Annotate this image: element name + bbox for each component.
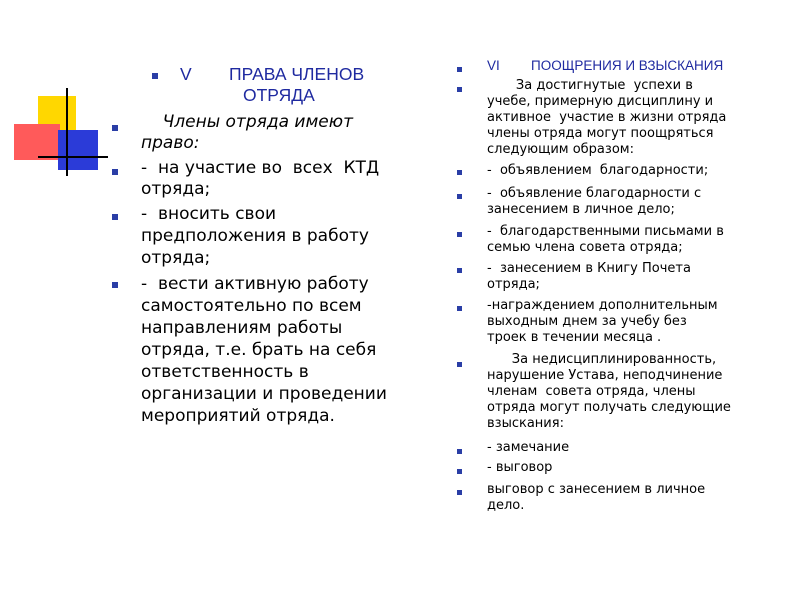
left-list-line: - вести активную работу — [141, 274, 369, 294]
right-paragraph-line: нарушение Устава, неподчинение — [487, 368, 723, 383]
left-list-line: отряда; — [141, 248, 211, 268]
right-list-line: - выговор — [487, 460, 553, 475]
right-paragraph-line: отряда могут получать следующие — [487, 400, 731, 415]
left-list-line: ответственность в — [141, 362, 309, 382]
bullet-icon — [457, 268, 462, 273]
right-paragraph-line: следующим образом: — [487, 142, 634, 157]
left-list-line: отряда; — [141, 179, 211, 199]
right-paragraph-line: членам совета отряда, члены — [487, 384, 696, 399]
right-list-line: - благодарственными письмами в — [487, 224, 724, 239]
left-list-line: мероприятий отряда. — [141, 406, 335, 426]
right-list-line: - замечание — [487, 440, 570, 455]
bullet-icon — [457, 67, 462, 72]
bullet-icon — [152, 73, 158, 79]
right-paragraph-line: активное участие в жизни отряда — [487, 110, 727, 125]
left-list-line: предположения в работу — [141, 226, 369, 246]
bullet-icon — [457, 306, 462, 311]
left-title-line2: ОТРЯДА — [243, 85, 315, 105]
right-list-line: - объявлением благодарности; — [487, 163, 709, 178]
right-list-line: дело. — [487, 498, 525, 513]
right-list-line: выговор с занесением в личное — [487, 482, 706, 497]
bullet-icon — [457, 87, 462, 92]
right-list-line: выходным днем за учебу без — [487, 314, 687, 329]
bullet-icon — [112, 169, 118, 175]
left-intro-line: Члены отряда имеют — [141, 112, 353, 132]
bullet-icon — [457, 449, 462, 454]
right-paragraph-line: За недисциплинированность, — [487, 352, 717, 367]
left-list-line: - на участие во всех КТД — [141, 158, 380, 178]
bullet-icon — [457, 362, 462, 367]
left-list-line: - вносить свои — [141, 204, 277, 224]
right-paragraph-line: члены отряда могут поощряться — [487, 126, 714, 141]
right-title-number: VI — [487, 58, 500, 73]
logo-horizontal-line — [38, 156, 108, 158]
decorative-squares-logo — [0, 0, 120, 190]
left-list-line: направлениям работы — [141, 318, 343, 338]
right-list-line: семью члена совета отряда; — [487, 240, 683, 255]
left-title-line1: ПРАВА ЧЛЕНОВ — [229, 64, 365, 84]
bullet-icon — [112, 282, 118, 288]
right-list-line: -награждением дополнительным — [487, 298, 718, 313]
right-list-line: - объявление благодарности с — [487, 186, 702, 201]
logo-blue-square — [58, 130, 98, 170]
bullet-icon — [457, 490, 462, 495]
left-title-number: V — [180, 64, 192, 84]
left-list-line: организации и проведении — [141, 384, 387, 404]
right-list-line: троек в течении месяца . — [487, 330, 662, 345]
right-title-text: ПООЩРЕНИЯ И ВЗЫСКАНИЯ — [531, 58, 724, 73]
left-list-line: самостоятельно по всем — [141, 296, 362, 316]
bullet-icon — [457, 170, 462, 175]
bullet-icon — [457, 194, 462, 199]
right-paragraph-line: взыскания: — [487, 416, 564, 431]
right-list-line: занесением в личное дело; — [487, 202, 675, 217]
left-intro-line: право: — [141, 133, 200, 153]
right-paragraph-line: За достигнутые успехи в — [487, 78, 693, 93]
bullet-icon — [112, 214, 118, 220]
logo-vertical-line — [66, 88, 68, 176]
left-list-line: отряда, т.е. брать на себя — [141, 340, 377, 360]
bullet-icon — [112, 125, 118, 131]
logo-red-square — [14, 124, 60, 160]
right-list-line: отряда; — [487, 277, 540, 292]
right-list-line: - занесением в Книгу Почета — [487, 261, 691, 276]
right-paragraph-line: учебе, примерную дисциплину и — [487, 94, 714, 109]
bullet-icon — [457, 232, 462, 237]
bullet-icon — [457, 469, 462, 474]
